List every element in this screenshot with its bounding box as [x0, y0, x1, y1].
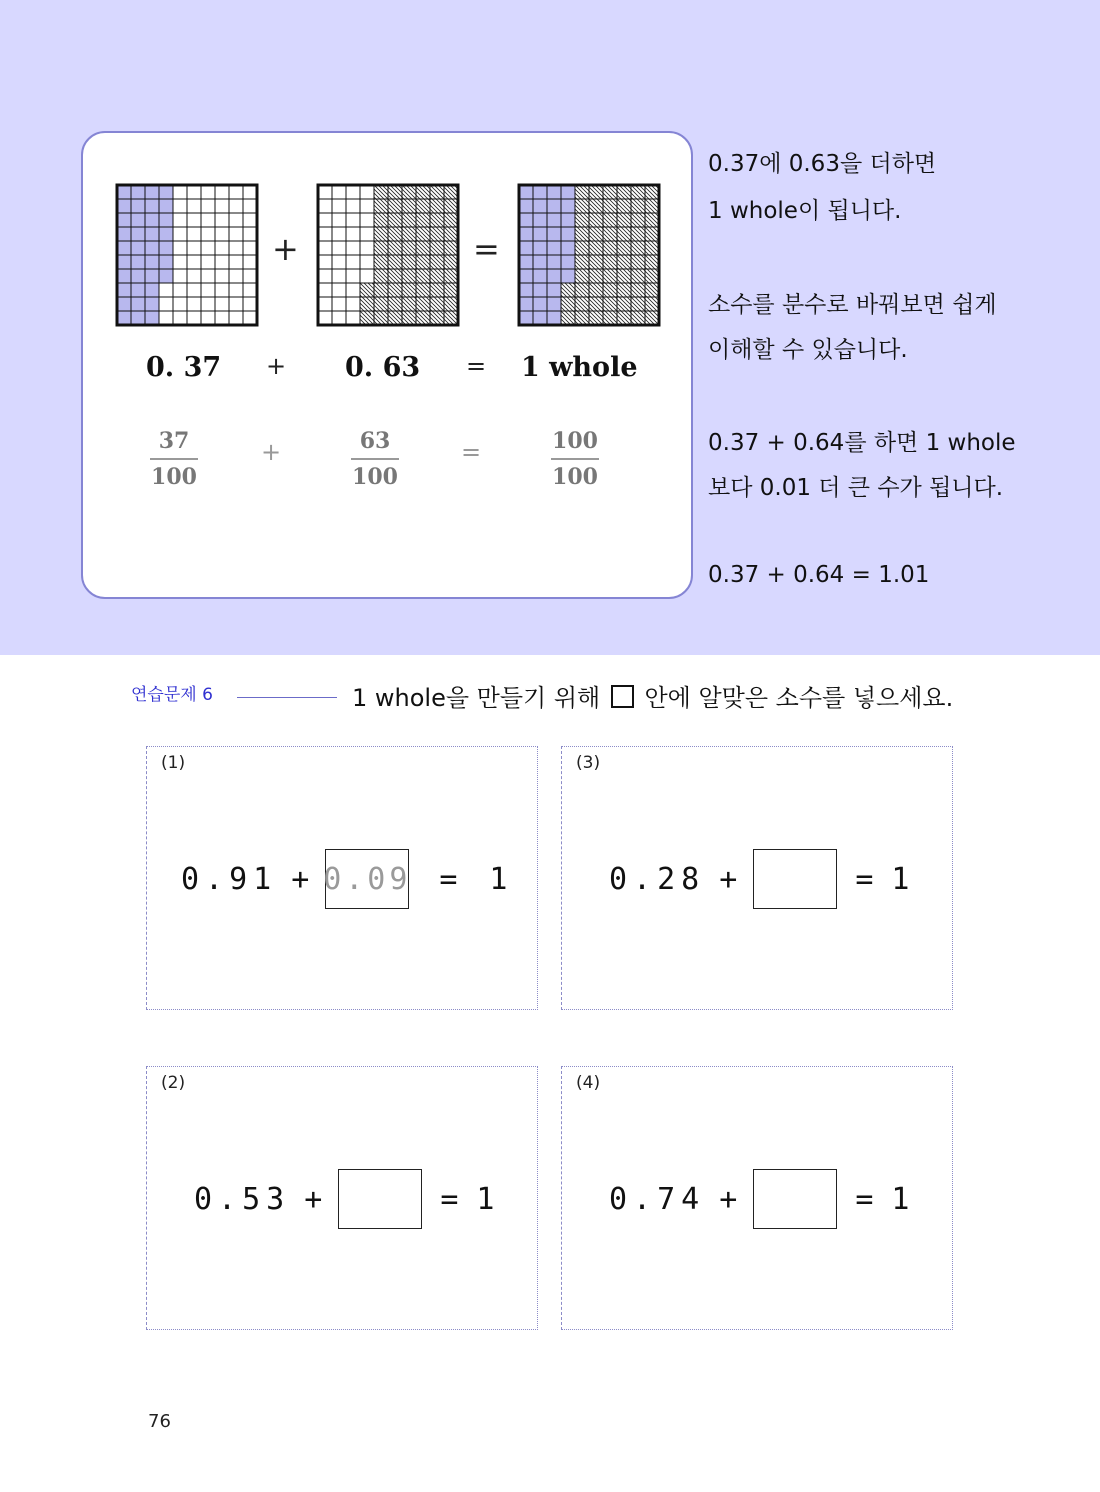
grid-063-hatched-cell	[388, 297, 402, 311]
grid-037-shaded-cell	[159, 185, 173, 199]
grid-063-hatched-cell	[388, 199, 402, 213]
grid-063-hatched-cell	[388, 255, 402, 269]
grid-whole-hatched-cell	[617, 185, 631, 199]
grid-whole-hatched-cell	[645, 185, 659, 199]
grid-063-hatched-cell	[430, 297, 444, 311]
fraction-result	[545, 428, 605, 490]
grid-063-hatched-cell	[402, 241, 416, 255]
grid-whole-hatched-cell	[575, 241, 589, 255]
grid-063-hatched-cell	[430, 269, 444, 283]
grid-063-hatched-cell	[402, 297, 416, 311]
grid-063-hatched-cell	[360, 297, 374, 311]
grid-037-shaded-cell	[159, 227, 173, 241]
grid-063-hatched-cell	[444, 199, 458, 213]
problem-1-plus: +	[291, 861, 310, 897]
grid-whole-hatched-cell	[589, 255, 603, 269]
grid-whole-hatched-cell	[631, 213, 645, 227]
grid-whole-shaded-cell	[533, 241, 547, 255]
hundred-grid-037	[115, 183, 259, 327]
grid-whole-hatched-cell	[589, 241, 603, 255]
problem-4-label: (4)	[576, 1073, 601, 1093]
problem-1-answer-box[interactable]: 0.09	[325, 849, 409, 909]
grid-whole-hatched-cell	[603, 213, 617, 227]
fraction-b-numerator: 63	[359, 428, 391, 454]
grid-whole-hatched-cell	[631, 227, 645, 241]
fraction-b	[345, 428, 405, 490]
grid-063-hatched-cell	[430, 311, 444, 325]
fraction-a	[144, 428, 204, 490]
grid-063-hatched-cell	[416, 255, 430, 269]
grid-whole-shaded-cell	[547, 199, 561, 213]
grid-whole-shaded-cell	[561, 255, 575, 269]
grid-whole-hatched-cell	[575, 199, 589, 213]
grid-whole-shaded-cell	[519, 269, 533, 283]
grid-063-hatched-cell	[402, 185, 416, 199]
grid-whole-hatched-cell	[589, 297, 603, 311]
grid-063-hatched-cell	[402, 283, 416, 297]
grid-063-hatched-cell	[444, 311, 458, 325]
problem-1-expression	[181, 847, 507, 911]
grid-063-hatched-cell	[430, 199, 444, 213]
grid-063-hatched-cell	[444, 241, 458, 255]
grid-037-shaded-cell	[131, 185, 145, 199]
grid-whole-shaded-cell	[547, 227, 561, 241]
grid-whole-hatched-cell	[575, 227, 589, 241]
grid-037-shaded-cell	[159, 199, 173, 213]
grid-whole-hatched-cell	[617, 241, 631, 255]
problem-4-answer-box[interactable]	[753, 1169, 837, 1229]
grid-037-shaded-cell	[117, 241, 131, 255]
grid-037-shaded-cell	[131, 269, 145, 283]
fraction-b-denominator: 100	[352, 464, 398, 490]
grid-whole-hatched-cell	[645, 311, 659, 325]
grid-037-shaded-cell	[145, 269, 159, 283]
problem-4	[561, 1066, 953, 1330]
grid-whole-shaded-cell	[533, 255, 547, 269]
grid-whole-hatched-cell	[575, 311, 589, 325]
grid-063-hatched-cell	[402, 227, 416, 241]
grid-whole-hatched-cell	[645, 255, 659, 269]
fraction-plus: +	[261, 438, 282, 466]
grid-063-hatched-cell	[388, 283, 402, 297]
grid-whole-hatched-cell	[589, 269, 603, 283]
grid-whole-hatched-cell	[631, 255, 645, 269]
decimal-equals: =	[466, 352, 487, 380]
grid-063-hatched-cell	[416, 297, 430, 311]
grid-037-shaded-cell	[117, 213, 131, 227]
grid-037-shaded-cell	[145, 283, 159, 297]
grid-whole-shaded-cell	[519, 297, 533, 311]
grid-whole-hatched-cell	[645, 227, 659, 241]
grid-063-hatched-cell	[374, 297, 388, 311]
grid-whole-hatched-cell	[617, 199, 631, 213]
grid-whole-hatched-cell	[603, 269, 617, 283]
grid-063-hatched-cell	[444, 269, 458, 283]
grid-063-hatched-cell	[430, 255, 444, 269]
grid-whole-shaded-cell	[561, 227, 575, 241]
grid-whole-hatched-cell	[561, 297, 575, 311]
grid-whole-hatched-cell	[589, 185, 603, 199]
grid-037-shaded-cell	[145, 241, 159, 255]
grid-whole-shaded-cell	[547, 269, 561, 283]
grid-063-hatched-cell	[388, 269, 402, 283]
grid-whole-hatched-cell	[631, 283, 645, 297]
grid-whole-shaded-cell	[561, 213, 575, 227]
problem-3-answer-box[interactable]	[753, 849, 837, 909]
problem-2-addend: 0.53	[194, 1181, 291, 1217]
grid-whole-hatched-cell	[589, 213, 603, 227]
grid-037-shaded-cell	[145, 311, 159, 325]
grid-whole-shaded-cell	[533, 227, 547, 241]
fraction-result-numerator: 100	[552, 428, 598, 454]
problem-3	[561, 746, 953, 1010]
grid-whole-shaded-cell	[561, 269, 575, 283]
grid-063-hatched-cell	[444, 227, 458, 241]
problem-3-equals: =	[855, 861, 874, 897]
grid-063-hatched-cell	[444, 255, 458, 269]
grid-whole-hatched-cell	[631, 311, 645, 325]
problem-3-expression	[609, 847, 909, 911]
problem-1-label: (1)	[161, 753, 186, 773]
grid-063-hatched-cell	[388, 311, 402, 325]
grid-whole-shaded-cell	[561, 185, 575, 199]
grid-whole-hatched-cell	[645, 213, 659, 227]
grid-whole-shaded-cell	[519, 283, 533, 297]
grid-whole-shaded-cell	[547, 213, 561, 227]
grid-plus-sign: +	[272, 230, 299, 268]
problem-1	[146, 746, 538, 1010]
grid-whole-hatched-cell	[631, 185, 645, 199]
problem-2-expression	[194, 1167, 494, 1231]
grid-whole-shaded-cell	[547, 185, 561, 199]
explanation-line-7: 0.37 + 0.64 = 1.01	[708, 562, 930, 588]
grid-037-shaded-cell	[131, 213, 145, 227]
grid-063-hatched-cell	[374, 241, 388, 255]
grid-063-hatched-cell	[388, 185, 402, 199]
grid-whole-shaded-cell	[519, 241, 533, 255]
grid-whole-hatched-cell	[575, 269, 589, 283]
grid-063-hatched-cell	[360, 311, 374, 325]
problem-1-total: 1	[489, 861, 508, 897]
grid-037-shaded-cell	[131, 255, 145, 269]
grid-037-shaded-cell	[159, 213, 173, 227]
grid-whole-shaded-cell	[519, 199, 533, 213]
grid-037-shaded-cell	[131, 227, 145, 241]
grid-whole-hatched-cell	[603, 241, 617, 255]
grid-whole-hatched-cell	[561, 283, 575, 297]
grid-whole-hatched-cell	[617, 213, 631, 227]
problem-3-addend: 0.28	[609, 861, 706, 897]
grid-whole-shaded-cell	[533, 297, 547, 311]
grid-063-hatched-cell	[416, 199, 430, 213]
grid-whole-hatched-cell	[603, 297, 617, 311]
grid-037-shaded-cell	[117, 185, 131, 199]
grid-whole-hatched-cell	[631, 199, 645, 213]
grid-037-shaded-cell	[117, 227, 131, 241]
grid-whole-hatched-cell	[589, 227, 603, 241]
grid-063-hatched-cell	[402, 311, 416, 325]
grid-whole-shaded-cell	[519, 213, 533, 227]
grid-whole-shaded-cell	[547, 311, 561, 325]
grid-037-shaded-cell	[159, 269, 173, 283]
grid-whole-hatched-cell	[645, 297, 659, 311]
grid-whole-hatched-cell	[575, 185, 589, 199]
instruction-text-after: 안에 알맞은 소수를 넣으세요.	[644, 684, 954, 712]
grid-063-hatched-cell	[430, 185, 444, 199]
grid-037-shaded-cell	[131, 311, 145, 325]
grid-whole-hatched-cell	[645, 199, 659, 213]
exercise-label-underline	[237, 697, 337, 698]
problem-3-plus: +	[719, 861, 738, 897]
grid-whole-shaded-cell	[561, 241, 575, 255]
grid-whole-shaded-cell	[547, 241, 561, 255]
grid-whole-hatched-cell	[603, 283, 617, 297]
explanation-line-6: 보다 0.01 더 큰 수가 됩니다.	[708, 475, 1004, 501]
grid-063-hatched-cell	[374, 213, 388, 227]
grid-063-hatched-cell	[374, 269, 388, 283]
grid-063-hatched-cell	[402, 269, 416, 283]
grid-037-shaded-cell	[159, 255, 173, 269]
explanation-line-2: 1 whole이 됩니다.	[708, 198, 902, 224]
problem-4-total: 1	[891, 1181, 910, 1217]
grid-whole-hatched-cell	[603, 185, 617, 199]
grid-063-hatched-cell	[430, 241, 444, 255]
grid-037-shaded-cell	[131, 241, 145, 255]
problem-4-equals: =	[855, 1181, 874, 1217]
grid-063-hatched-cell	[416, 311, 430, 325]
grid-037-shaded-cell	[117, 297, 131, 311]
problem-1-equals: =	[439, 861, 458, 897]
decimal-b: 0. 63	[345, 352, 421, 383]
grid-whole-shaded-cell	[561, 199, 575, 213]
decimal-result: 1 whole	[521, 352, 638, 383]
grid-037-shaded-cell	[145, 199, 159, 213]
explanation-line-4: 이해할 수 있습니다.	[708, 337, 908, 363]
grid-whole-hatched-cell	[603, 311, 617, 325]
grid-037-shaded-cell	[117, 199, 131, 213]
grid-063-hatched-cell	[416, 269, 430, 283]
grid-063-hatched-cell	[430, 213, 444, 227]
grid-063-hatched-cell	[416, 213, 430, 227]
grid-037-shaded-cell	[117, 283, 131, 297]
answer-box-symbol	[611, 685, 634, 708]
grid-whole-hatched-cell	[645, 269, 659, 283]
explanation-line-5: 0.37 + 0.64를 하면 1 whole	[708, 430, 1016, 456]
instruction-text-before: 1 whole을 만들기 위해	[352, 684, 601, 712]
grid-whole-shaded-cell	[533, 311, 547, 325]
problem-2-label: (2)	[161, 1073, 186, 1093]
grid-037-shaded-cell	[131, 199, 145, 213]
grid-037-shaded-cell	[145, 297, 159, 311]
grid-037-shaded-cell	[117, 269, 131, 283]
problem-2	[146, 1066, 538, 1330]
problem-3-label: (3)	[576, 753, 601, 773]
decimal-a: 0. 37	[146, 352, 222, 383]
fraction-equals: =	[461, 438, 482, 466]
grid-whole-shaded-cell	[533, 283, 547, 297]
grid-whole-shaded-cell	[533, 185, 547, 199]
grid-whole-shaded-cell	[519, 227, 533, 241]
grid-063-hatched-cell	[374, 311, 388, 325]
grid-whole-hatched-cell	[617, 297, 631, 311]
grid-whole-hatched-cell	[631, 269, 645, 283]
grid-063-hatched-cell	[388, 213, 402, 227]
grid-whole-hatched-cell	[603, 255, 617, 269]
grid-063-hatched-cell	[360, 283, 374, 297]
grid-063-hatched-cell	[416, 241, 430, 255]
grid-063-hatched-cell	[374, 283, 388, 297]
explanation-line-1: 0.37에 0.63을 더하면	[708, 151, 937, 177]
grid-037-shaded-cell	[159, 241, 173, 255]
problem-4-addend: 0.74	[609, 1181, 706, 1217]
grid-whole-hatched-cell	[617, 269, 631, 283]
problem-1-addend: 0.91	[181, 861, 278, 897]
grid-063-hatched-cell	[444, 213, 458, 227]
grid-whole-hatched-cell	[631, 297, 645, 311]
fraction-a-denominator: 100	[151, 464, 197, 490]
hundred-grid-063	[316, 183, 460, 327]
grid-063-hatched-cell	[374, 255, 388, 269]
decimal-plus: +	[266, 352, 287, 380]
grid-whole-shaded-cell	[519, 311, 533, 325]
explanation-line-3: 소수를 분수로 바꿔보면 쉽게	[708, 292, 997, 318]
exercise-instruction	[352, 678, 953, 713]
grid-037-shaded-cell	[145, 255, 159, 269]
grid-037-shaded-cell	[131, 297, 145, 311]
grid-037-shaded-cell	[145, 185, 159, 199]
grid-whole-hatched-cell	[617, 255, 631, 269]
grid-063-hatched-cell	[416, 283, 430, 297]
grid-063-hatched-cell	[388, 241, 402, 255]
hundred-grid-whole	[517, 183, 661, 327]
grid-037-shaded-cell	[117, 255, 131, 269]
grid-037-shaded-cell	[145, 213, 159, 227]
grid-whole-hatched-cell	[617, 311, 631, 325]
grid-whole-hatched-cell	[631, 241, 645, 255]
grid-063-hatched-cell	[416, 227, 430, 241]
grid-whole-hatched-cell	[645, 283, 659, 297]
grid-whole-hatched-cell	[589, 199, 603, 213]
grid-063-hatched-cell	[374, 185, 388, 199]
grid-063-hatched-cell	[430, 283, 444, 297]
grid-whole-hatched-cell	[603, 199, 617, 213]
grid-whole-shaded-cell	[533, 213, 547, 227]
fraction-a-numerator: 37	[158, 428, 190, 454]
problem-2-total: 1	[476, 1181, 495, 1217]
problem-2-plus: +	[304, 1181, 323, 1217]
grid-whole-hatched-cell	[575, 213, 589, 227]
grid-063-hatched-cell	[444, 283, 458, 297]
grid-whole-shaded-cell	[533, 269, 547, 283]
problem-4-plus: +	[719, 1181, 738, 1217]
grid-whole-hatched-cell	[561, 311, 575, 325]
grid-whole-hatched-cell	[575, 297, 589, 311]
grid-whole-shaded-cell	[547, 255, 561, 269]
grid-063-hatched-cell	[374, 227, 388, 241]
problem-2-equals: =	[440, 1181, 459, 1217]
grid-whole-hatched-cell	[589, 283, 603, 297]
grid-whole-shaded-cell	[519, 255, 533, 269]
grid-063-hatched-cell	[388, 227, 402, 241]
grid-037-shaded-cell	[145, 227, 159, 241]
grid-whole-shaded-cell	[547, 283, 561, 297]
problem-2-answer-box[interactable]	[338, 1169, 422, 1229]
grid-063-hatched-cell	[402, 213, 416, 227]
grid-whole-hatched-cell	[575, 283, 589, 297]
grid-whole-shaded-cell	[547, 297, 561, 311]
grid-063-hatched-cell	[374, 199, 388, 213]
fraction-result-denominator: 100	[552, 464, 598, 490]
grid-whole-hatched-cell	[575, 255, 589, 269]
grid-whole-shaded-cell	[519, 185, 533, 199]
grid-whole-hatched-cell	[645, 241, 659, 255]
grid-whole-hatched-cell	[603, 227, 617, 241]
problem-4-expression	[609, 1167, 909, 1231]
grid-037-shaded-cell	[117, 311, 131, 325]
grid-037-shaded-cell	[131, 283, 145, 297]
grid-063-hatched-cell	[444, 185, 458, 199]
grid-equals-sign: =	[473, 230, 500, 268]
grid-whole-hatched-cell	[617, 283, 631, 297]
exercise-label: 연습문제 6	[131, 685, 213, 705]
grid-whole-shaded-cell	[533, 199, 547, 213]
page-number: 76	[148, 1411, 171, 1432]
grid-063-hatched-cell	[402, 199, 416, 213]
grid-063-hatched-cell	[430, 227, 444, 241]
grid-063-hatched-cell	[402, 255, 416, 269]
problem-3-total: 1	[891, 861, 910, 897]
grid-whole-hatched-cell	[589, 311, 603, 325]
grid-063-hatched-cell	[416, 185, 430, 199]
grid-whole-hatched-cell	[617, 227, 631, 241]
grid-063-hatched-cell	[444, 297, 458, 311]
